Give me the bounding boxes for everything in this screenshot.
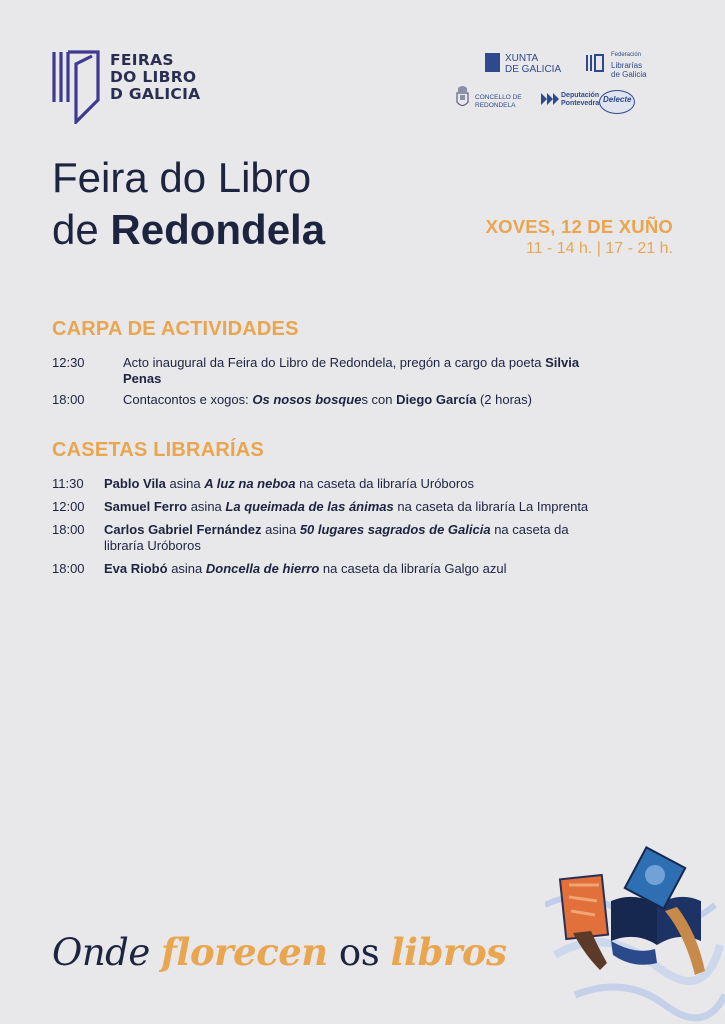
- deputacion-line-1: Deputación: [561, 92, 600, 99]
- feiras-logo: [52, 50, 202, 125]
- logo-line-3: D GALICIA: [110, 85, 201, 103]
- schedule-italic: Os nosos bosque: [252, 392, 362, 407]
- tagline-word-3: os: [327, 931, 391, 974]
- concello-line-2: REDONDELA: [475, 102, 516, 109]
- title-line-2-prefix: de: [52, 206, 111, 253]
- redondela-crest-icon: [455, 84, 470, 110]
- schedule-post: na caseta da libraría Uróboros: [295, 476, 474, 491]
- schedule-mid: asina: [261, 522, 300, 537]
- schedule-time: 18:00: [52, 522, 85, 537]
- schedule-post: na caseta da libraría Galgo azul: [319, 561, 507, 576]
- deputacion-mark-icon: [541, 93, 559, 105]
- xunta-flag-icon: [485, 53, 500, 72]
- tagline-word-2: florecen: [161, 930, 328, 974]
- page-title: [52, 152, 325, 256]
- federacion-small: Federación: [611, 52, 642, 58]
- partner-logos: [473, 50, 673, 120]
- schedule-italic: A luz na neboa: [204, 476, 296, 491]
- schedule-mid: asina: [167, 561, 206, 576]
- schedule-post: (2 horas): [476, 392, 532, 407]
- schedule-pre: Contacontos e xogos:: [123, 392, 253, 407]
- title-line-1: Feira do Libro: [52, 154, 312, 201]
- logo-line-2: DO LIBRO: [110, 68, 197, 86]
- tagline-word-4: libros: [390, 930, 507, 974]
- schedule-time: 18:00: [52, 561, 85, 576]
- schedule-italic: La queimada de las ánimas: [225, 499, 394, 514]
- schedule-mid: asina: [165, 476, 205, 491]
- federacion-line-1: Librarías: [611, 60, 643, 70]
- schedule-mid: asina: [187, 499, 226, 514]
- deputacion-line-2: Pontevedra: [561, 100, 600, 107]
- concello-line-1: CONCELLO DE: [475, 94, 522, 101]
- section-heading-casetas: CASETAS LIBRARÍAS: [52, 439, 264, 461]
- schedule-bold: Samuel Ferro: [104, 499, 188, 514]
- schedule-italic: 50 lugares sagrados de Galicia: [299, 522, 491, 537]
- reading-hands-illustration: [545, 845, 725, 1024]
- section-heading-carpa: CARPA DE ACTIVIDADES: [52, 318, 299, 340]
- tagline-word-1: Onde: [52, 931, 162, 974]
- logo-line-1: FEIRAS: [110, 51, 174, 69]
- schedule-bold: Silvia Penas: [123, 355, 580, 386]
- feiras-logo-icon: [52, 50, 102, 124]
- schedule-bold: Pablo Vila: [104, 476, 166, 491]
- schedule-time: 18:00: [52, 392, 85, 407]
- schedule-italic: Doncella de hierro: [205, 561, 320, 576]
- schedule-post: na caseta da libraría Uróboros: [104, 522, 569, 553]
- event-day: XOVES, 12 DE XUÑO: [485, 216, 673, 237]
- event-date: [486, 216, 673, 260]
- schedule-bold: Diego García: [396, 392, 477, 407]
- schedule-text: Acto inaugural da Feira do Libro de Redondela, pregón a cargo da poeta: [123, 355, 546, 370]
- federacion-bars-icon: [585, 53, 605, 73]
- event-hours: 11 - 14 h. | 17 - 21 h.: [525, 240, 673, 257]
- schedule-time: 12:00: [52, 499, 85, 514]
- xunta-line-1: XUNTA: [505, 53, 539, 64]
- schedule-post: na caseta da libraría La Imprenta: [393, 499, 589, 514]
- schedule-mid: s con: [361, 392, 397, 407]
- schedule-time: 12:30: [52, 355, 85, 370]
- federacion-line-2: de Galicia: [611, 70, 647, 79]
- schedule-bold: Eva Riobó: [104, 561, 168, 576]
- xunta-line-2: DE GALICIA: [505, 64, 562, 75]
- tagline: [52, 930, 506, 974]
- delecte-label: Delecte: [603, 95, 632, 104]
- schedule-bold: Carlos Gabriel Fernández: [104, 522, 262, 537]
- title-line-2-bold: Redondela: [110, 206, 326, 253]
- schedule-time: 11:30: [52, 476, 84, 491]
